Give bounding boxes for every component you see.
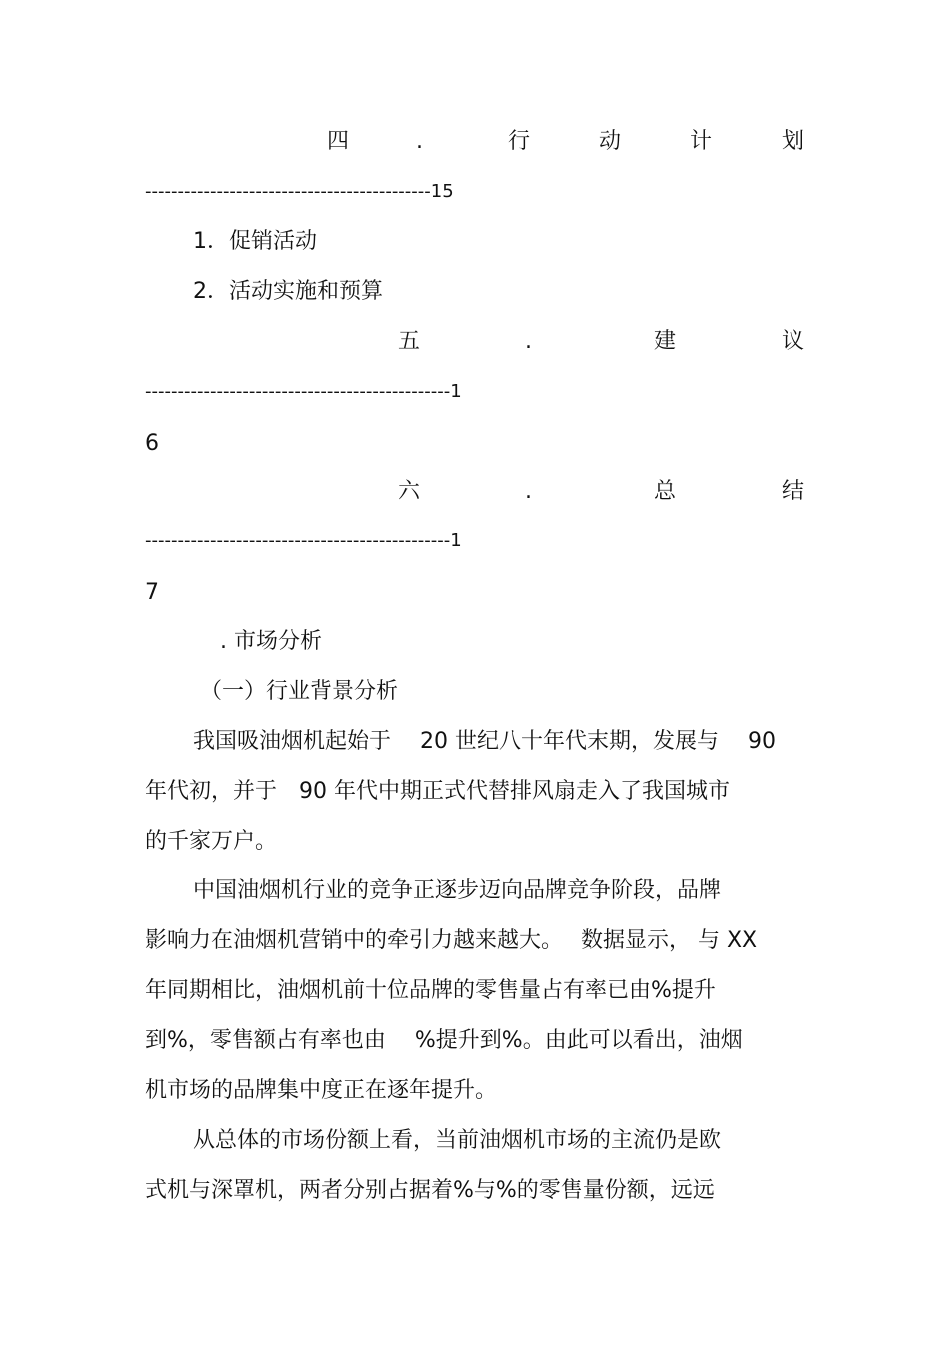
toc-leader-dots: --------------------------------------------15 xyxy=(145,181,454,202)
toc-page-number: 7 xyxy=(145,580,159,605)
section-heading: . 市场分析 xyxy=(220,629,322,654)
toc-char: . xyxy=(525,479,532,504)
paragraph-line: 的千家万户。 xyxy=(145,829,278,854)
paragraph-line: 式机与深罩机，两者分别占据着%与%的零售量份额，远远 xyxy=(145,1178,715,1203)
toc-char: 行 xyxy=(508,129,531,154)
toc-char: . xyxy=(416,129,423,154)
toc-leader-dots: -----------------------------------------------1 xyxy=(145,530,462,551)
paragraph-line: 影响力在油烟机营销中的牵引力越来越大。 数据显示， 与 XX xyxy=(145,928,758,953)
toc-char: 建 xyxy=(654,329,677,354)
toc-subitem: 2．活动实施和预算 xyxy=(193,279,383,304)
toc-char: 总 xyxy=(654,479,677,504)
paragraph-line: 到%，零售额占有率也由 %提升到%。由此可以看出，油烟 xyxy=(145,1028,743,1053)
paragraph-line: 机市场的品牌集中度正在逐年提升。 xyxy=(145,1078,498,1103)
toc-char: . xyxy=(525,329,532,354)
toc-subitem: 1．促销活动 xyxy=(193,229,317,254)
paragraph-line: 中国油烟机行业的竞争正逐步迈向品牌竞争阶段，品牌 xyxy=(193,878,722,903)
toc-page-number: 6 xyxy=(145,431,159,456)
toc-char: 议 xyxy=(782,329,805,354)
toc-char: 划 xyxy=(782,129,805,154)
paragraph-line: 从总体的市场份额上看，当前油烟机市场的主流仍是欧 xyxy=(193,1128,722,1153)
toc-char: 五 xyxy=(398,329,421,354)
paragraph-line: 我国吸油烟机起始于 20 世纪八十年代末期，发展与 90 xyxy=(193,729,776,754)
toc-char: 计 xyxy=(690,129,713,154)
toc-char: 动 xyxy=(599,129,622,154)
toc-char: 四 xyxy=(327,129,350,154)
paragraph-line: 年同期相比，油烟机前十位品牌的零售量占有率已由%提升 xyxy=(145,978,716,1003)
toc-leader-dots: -----------------------------------------------1 xyxy=(145,381,462,402)
section-subheading: （一）行业背景分析 xyxy=(200,679,399,704)
paragraph-line: 年代初，并于 90 年代中期正式代替排风扇走入了我国城市 xyxy=(145,779,730,804)
toc-char: 六 xyxy=(398,479,421,504)
toc-char: 结 xyxy=(782,479,805,504)
